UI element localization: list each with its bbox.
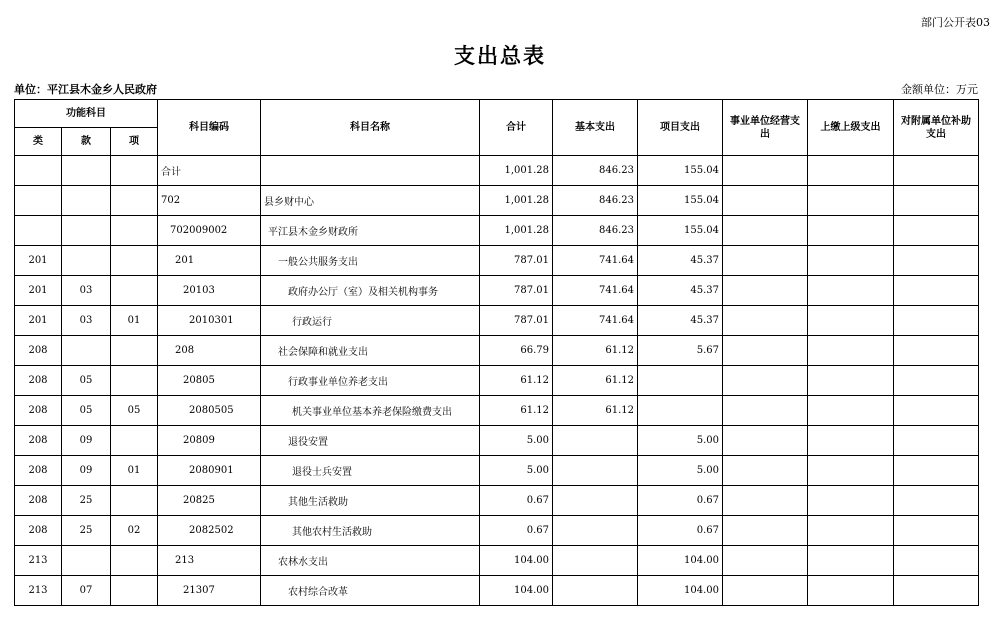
cell-code: 2080505 xyxy=(158,396,261,426)
cell-code: 213 xyxy=(158,546,261,576)
cell-name: 退役士兵安置 xyxy=(261,456,480,486)
table-row xyxy=(15,336,979,366)
cell-higher xyxy=(808,456,894,486)
cell-kuan: 05 xyxy=(62,396,111,426)
cell-project: 104.00 xyxy=(638,576,723,606)
cell-total: 104.00 xyxy=(480,546,553,576)
cell-basic xyxy=(553,486,638,516)
cell-subsidy xyxy=(894,216,979,246)
cell-name: 农林水支出 xyxy=(261,546,480,576)
cell-subsidy xyxy=(894,426,979,456)
header-code: 科目编码 xyxy=(158,100,261,156)
expenditure-table xyxy=(14,99,979,606)
cell-name: 一般公共服务支出 xyxy=(261,246,480,276)
cell-name: 行政事业单位养老支出 xyxy=(261,366,480,396)
cell-xiang: 02 xyxy=(111,516,158,546)
table-row xyxy=(15,546,979,576)
cell-business xyxy=(723,456,808,486)
header-xiang: 项 xyxy=(111,128,158,156)
cell-kuan: 03 xyxy=(62,306,111,336)
cell-kuan: 03 xyxy=(62,276,111,306)
cell-higher xyxy=(808,276,894,306)
header-subsidy: 对附属单位补助支出 xyxy=(894,100,979,156)
cell-basic xyxy=(553,456,638,486)
cell-higher xyxy=(808,336,894,366)
cell-lei: 208 xyxy=(15,426,62,456)
cell-code: 20805 xyxy=(158,366,261,396)
cell-code: 20825 xyxy=(158,486,261,516)
cell-business xyxy=(723,186,808,216)
cell-subsidy xyxy=(894,246,979,276)
cell-name: 政府办公厅（室）及相关机构事务 xyxy=(261,276,480,306)
cell-project: 0.67 xyxy=(638,516,723,546)
cell-code: 2080901 xyxy=(158,456,261,486)
cell-subsidy xyxy=(894,546,979,576)
cell-xiang: 01 xyxy=(111,456,158,486)
cell-business xyxy=(723,426,808,456)
cell-business xyxy=(723,516,808,546)
cell-lei: 208 xyxy=(15,516,62,546)
cell-project: 45.37 xyxy=(638,276,723,306)
table-body xyxy=(15,156,979,606)
cell-kuan xyxy=(62,246,111,276)
header-basic: 基本支出 xyxy=(553,100,638,156)
cell-subsidy xyxy=(894,486,979,516)
cell-business xyxy=(723,246,808,276)
cell-code: 2010301 xyxy=(158,306,261,336)
table-row xyxy=(15,576,979,606)
cell-kuan xyxy=(62,216,111,246)
cell-basic: 61.12 xyxy=(553,336,638,366)
cell-lei: 201 xyxy=(15,276,62,306)
cell-business xyxy=(723,366,808,396)
cell-subsidy xyxy=(894,306,979,336)
cell-higher xyxy=(808,246,894,276)
cell-code: 702 xyxy=(158,186,261,216)
cell-project xyxy=(638,366,723,396)
cell-business xyxy=(723,336,808,366)
cell-xiang xyxy=(111,276,158,306)
header-name: 科目名称 xyxy=(261,100,480,156)
cell-business xyxy=(723,156,808,186)
cell-kuan: 25 xyxy=(62,516,111,546)
cell-total: 0.67 xyxy=(480,516,553,546)
header-kuan: 款 xyxy=(62,128,111,156)
cell-basic: 846.23 xyxy=(553,216,638,246)
cell-higher xyxy=(808,216,894,246)
table-row xyxy=(15,426,979,456)
cell-lei: 213 xyxy=(15,546,62,576)
cell-project: 5.00 xyxy=(638,456,723,486)
header-higher: 上缴上级支出 xyxy=(808,100,894,156)
cell-total: 66.79 xyxy=(480,336,553,366)
cell-business xyxy=(723,396,808,426)
cell-code: 702009002 xyxy=(158,216,261,246)
cell-project xyxy=(638,396,723,426)
table-row xyxy=(15,456,979,486)
cell-lei: 208 xyxy=(15,486,62,516)
cell-higher xyxy=(808,546,894,576)
cell-kuan xyxy=(62,186,111,216)
header-project: 项目支出 xyxy=(638,100,723,156)
cell-name: 平江县木金乡财政所 xyxy=(261,216,480,246)
cell-business xyxy=(723,216,808,246)
cell-name: 行政运行 xyxy=(261,306,480,336)
cell-subsidy xyxy=(894,156,979,186)
cell-basic xyxy=(553,546,638,576)
cell-code: 合计 xyxy=(158,156,261,186)
cell-business xyxy=(723,576,808,606)
cell-higher xyxy=(808,366,894,396)
cell-subsidy xyxy=(894,456,979,486)
cell-total: 5.00 xyxy=(480,426,553,456)
cell-name xyxy=(261,156,480,186)
cell-lei: 208 xyxy=(15,396,62,426)
cell-basic: 61.12 xyxy=(553,366,638,396)
cell-lei: 208 xyxy=(15,456,62,486)
cell-lei: 208 xyxy=(15,366,62,396)
cell-basic: 846.23 xyxy=(553,186,638,216)
cell-xiang xyxy=(111,576,158,606)
table-row xyxy=(15,186,979,216)
cell-lei: 213 xyxy=(15,576,62,606)
cell-project: 104.00 xyxy=(638,546,723,576)
cell-project: 155.04 xyxy=(638,216,723,246)
cell-project: 45.37 xyxy=(638,306,723,336)
cell-xiang xyxy=(111,366,158,396)
cell-total: 787.01 xyxy=(480,306,553,336)
cell-name: 农村综合改革 xyxy=(261,576,480,606)
cell-total: 104.00 xyxy=(480,576,553,606)
page-title: 支出总表 xyxy=(454,44,546,68)
cell-lei: 201 xyxy=(15,306,62,336)
header-business: 事业单位经营支出 xyxy=(723,100,808,156)
cell-lei xyxy=(15,216,62,246)
cell-kuan: 07 xyxy=(62,576,111,606)
cell-total: 61.12 xyxy=(480,396,553,426)
amount-unit-label: 金额单位：万元 xyxy=(901,83,978,96)
cell-basic: 741.64 xyxy=(553,246,638,276)
cell-project: 0.67 xyxy=(638,486,723,516)
cell-basic xyxy=(553,576,638,606)
cell-total: 1,001.28 xyxy=(480,186,553,216)
cell-total: 0.67 xyxy=(480,486,553,516)
cell-project: 5.00 xyxy=(638,426,723,456)
cell-project: 45.37 xyxy=(638,246,723,276)
cell-xiang: 01 xyxy=(111,306,158,336)
cell-project: 155.04 xyxy=(638,186,723,216)
cell-code: 208 xyxy=(158,336,261,366)
table-header xyxy=(15,100,979,156)
cell-basic: 741.64 xyxy=(553,276,638,306)
cell-kuan: 25 xyxy=(62,486,111,516)
cell-kuan: 09 xyxy=(62,426,111,456)
cell-xiang xyxy=(111,216,158,246)
cell-kuan xyxy=(62,546,111,576)
cell-code: 21307 xyxy=(158,576,261,606)
cell-xiang xyxy=(111,336,158,366)
cell-project: 155.04 xyxy=(638,156,723,186)
cell-name: 县乡财中心 xyxy=(261,186,480,216)
cell-lei: 208 xyxy=(15,336,62,366)
cell-subsidy xyxy=(894,366,979,396)
cell-name: 其他农村生活救助 xyxy=(261,516,480,546)
cell-total: 787.01 xyxy=(480,276,553,306)
cell-name: 其他生活救助 xyxy=(261,486,480,516)
cell-kuan xyxy=(62,336,111,366)
cell-subsidy xyxy=(894,516,979,546)
unit-label: 单位：平江县木金乡人民政府 xyxy=(14,83,157,96)
cell-xiang xyxy=(111,426,158,456)
cell-xiang xyxy=(111,486,158,516)
cell-total: 61.12 xyxy=(480,366,553,396)
cell-xiang xyxy=(111,186,158,216)
cell-xiang: 05 xyxy=(111,396,158,426)
cell-subsidy xyxy=(894,336,979,366)
table-row xyxy=(15,516,979,546)
cell-name: 机关事业单位基本养老保险缴费支出 xyxy=(261,396,480,426)
cell-code: 20103 xyxy=(158,276,261,306)
form-number: 部门公开表03 xyxy=(921,16,990,29)
cell-xiang xyxy=(111,246,158,276)
cell-business xyxy=(723,306,808,336)
cell-kuan xyxy=(62,156,111,186)
cell-higher xyxy=(808,186,894,216)
cell-basic: 846.23 xyxy=(553,156,638,186)
cell-higher xyxy=(808,486,894,516)
table-row xyxy=(15,366,979,396)
cell-total: 1,001.28 xyxy=(480,216,553,246)
cell-project: 5.67 xyxy=(638,336,723,366)
table-row xyxy=(15,396,979,426)
cell-lei xyxy=(15,186,62,216)
cell-name: 退役安置 xyxy=(261,426,480,456)
cell-higher xyxy=(808,156,894,186)
cell-higher xyxy=(808,396,894,426)
cell-kuan: 09 xyxy=(62,456,111,486)
cell-higher xyxy=(808,426,894,456)
cell-xiang xyxy=(111,156,158,186)
cell-subsidy xyxy=(894,396,979,426)
cell-subsidy xyxy=(894,276,979,306)
cell-code: 201 xyxy=(158,246,261,276)
cell-subsidy xyxy=(894,186,979,216)
cell-higher xyxy=(808,516,894,546)
cell-business xyxy=(723,486,808,516)
cell-name: 社会保障和就业支出 xyxy=(261,336,480,366)
cell-higher xyxy=(808,576,894,606)
cell-lei: 201 xyxy=(15,246,62,276)
cell-basic xyxy=(553,516,638,546)
cell-business xyxy=(723,276,808,306)
cell-code: 2082502 xyxy=(158,516,261,546)
cell-basic: 741.64 xyxy=(553,306,638,336)
cell-kuan: 05 xyxy=(62,366,111,396)
table-row xyxy=(15,306,979,336)
cell-basic: 61.12 xyxy=(553,396,638,426)
cell-higher xyxy=(808,306,894,336)
header-total: 合计 xyxy=(480,100,553,156)
cell-basic xyxy=(553,426,638,456)
cell-code: 20809 xyxy=(158,426,261,456)
table-row xyxy=(15,486,979,516)
cell-lei xyxy=(15,156,62,186)
cell-xiang xyxy=(111,546,158,576)
table-row xyxy=(15,156,979,186)
cell-total: 1,001.28 xyxy=(480,156,553,186)
header-func-subject: 功能科目 xyxy=(15,100,158,128)
cell-total: 5.00 xyxy=(480,456,553,486)
cell-subsidy xyxy=(894,576,979,606)
table-row xyxy=(15,276,979,306)
header-lei: 类 xyxy=(15,128,62,156)
cell-total: 787.01 xyxy=(480,246,553,276)
table-row xyxy=(15,216,979,246)
table-row xyxy=(15,246,979,276)
cell-business xyxy=(723,546,808,576)
